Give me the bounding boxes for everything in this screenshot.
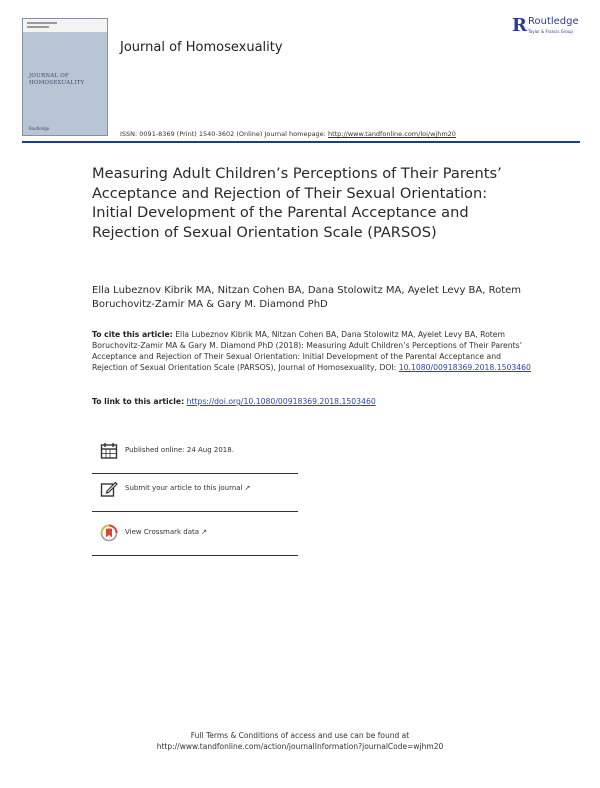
article-link-line — [92, 397, 376, 406]
journal-homepage-link[interactable]: http://www.tandfonline.com/loi/wjhm20 — [327, 130, 456, 138]
cover-publisher: Routledge — [29, 126, 50, 131]
article-authors: Ella Lubeznov Kibrik MA, Nitzan Cohen BA, Dana Stolowitz MA, Ayelet Levy BA, Rotem Boruchovitz-Zamir MA & Gary M. Diamond PhD — [92, 285, 522, 310]
row-divider — [92, 555, 298, 556]
edit-icon — [100, 480, 118, 498]
citation-block — [92, 329, 532, 373]
cover-title: JOURNAL OF HOMOSEXUALITY — [29, 73, 85, 86]
published-online-text: Published online: 24 Aug 2018. — [125, 446, 234, 454]
header-divider — [22, 141, 580, 143]
issn-line — [120, 130, 456, 138]
citation-doi-link[interactable]: 10.1080/00918369.2018.1503460 — [398, 363, 531, 372]
cover-header-strip — [23, 19, 107, 32]
link-label: To link to this article: — [92, 397, 185, 406]
external-link-icon: ↗ — [244, 484, 251, 492]
submit-article-link[interactable] — [125, 484, 250, 492]
publisher-logo — [512, 16, 592, 42]
cover-header-line — [27, 22, 57, 24]
footer-line-1: Full Terms & Conditions of access and use can be found at — [190, 731, 410, 740]
issn-text: ISSN: 0091-8369 (Print) 1540-3602 (Online) Journal homepage: — [120, 130, 326, 138]
external-link-icon: ↗ — [201, 528, 207, 536]
row-divider — [92, 511, 298, 512]
citation-label: To cite this article: — [92, 330, 173, 339]
citation-text: Ella Lubeznov Kibrik MA, Nitzan Cohen BA, Dana Stolowitz MA, Ayelet Levy BA, Rotem Boruchovitz-Zamir MA & Gary M. Diamond PhD (2018): Measuring Adult Children’s Perceptions of Their Parents’ Acceptance and Rejection of Their Sexual Orientation: Initial Development of the Parental Acceptance and Rejection of Sexual Orientation Scale (PARSOS), Journal of Homosexuality, DOI: — [92, 330, 523, 372]
publisher-tagline: Taylor & Francis Group — [528, 29, 573, 34]
row-divider — [92, 473, 298, 474]
routledge-logo-icon: R — [512, 15, 527, 36]
journal-cover-image — [22, 18, 108, 136]
article-title: Measuring Adult Children’s Perceptions of Their Parents’ Acceptance and Rejection of Their Sexual Orientation: Initial Development of the Parental Acceptance and Rejection of Sexual Orientation Scale (PARSOS) — [92, 165, 502, 241]
publisher-name: Routledge — [528, 16, 579, 27]
calendar-icon — [100, 442, 118, 460]
article-doi-link[interactable]: https://doi.org/10.1080/00918369.2018.1503460 — [186, 397, 376, 406]
cover-header-line — [27, 26, 49, 28]
footer-terms — [0, 730, 600, 752]
crossmark-text: View Crossmark data — [125, 528, 200, 536]
published-online-row — [92, 440, 298, 474]
submit-article-row[interactable] — [92, 478, 298, 512]
journal-name: Journal of Homosexuality — [120, 40, 283, 55]
submit-article-text: Submit your article to this journal — [125, 484, 243, 492]
crossmark-row[interactable] — [92, 522, 298, 556]
footer-terms-link[interactable]: http://www.tandfonline.com/action/journalInformation?journalCode=wjhm20 — [156, 742, 444, 751]
crossmark-link[interactable] — [125, 528, 207, 536]
crossmark-icon — [100, 524, 118, 542]
